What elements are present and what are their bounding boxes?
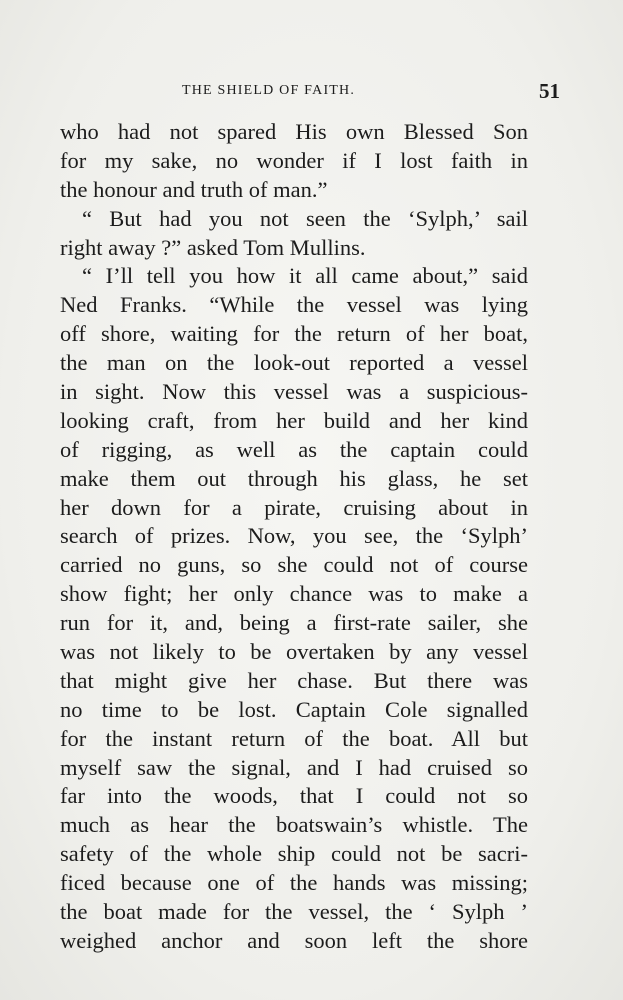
text-line: off shore, waiting for the return of her boat, [60, 321, 528, 347]
text-line: her down for a pirate, cruising about in [60, 494, 528, 520]
body-text [60, 118, 528, 956]
text-line: “ I’ll tell you how it all came about,” said [82, 263, 528, 289]
text-line: myself saw the signal, and I had cruised so [60, 754, 528, 780]
text-line: who had not spared His own Blessed Son [60, 119, 528, 144]
text-line: the honour and truth of man.” [60, 176, 328, 202]
text-line: show fight; her only chance was to make a [60, 581, 528, 607]
text-line: was not likely to be overtaken by any vessel [60, 639, 528, 665]
text-line: for my sake, no wonder if I lost faith in [60, 147, 528, 173]
text-line: make them out through his glass, he set [60, 465, 528, 491]
text-line: that might give her chase. But there was [60, 667, 528, 693]
text-line: carried no guns, so she could not of course [60, 552, 528, 578]
text-line: weighed anchor and soon left the shore [60, 927, 528, 953]
text-line: looking craft, from her build and her kind [60, 407, 528, 433]
text-line: right away ?” asked Tom Mullins. [60, 234, 366, 260]
text-line: no time to be lost. Captain Cole signalled [60, 696, 528, 722]
text-line: run for it, and, being a first-rate sailer, she [60, 610, 528, 636]
text-line: ficed because one of the hands was missing; [60, 870, 528, 896]
text-line: “ But had you not seen the ‘Sylph,’ sail [82, 205, 528, 231]
text-line: in sight. Now this vessel was a suspicious- [60, 379, 528, 405]
running-title: THE SHIELD OF FAITH. [182, 83, 356, 98]
text-line: much as hear the boatswain’s whistle. The [60, 812, 528, 838]
text-line: the man on the look-out reported a vessel [60, 350, 528, 376]
text-line: the boat made for the vessel, the ‘ Sylph ’ [60, 899, 528, 925]
text-line: for the instant return of the boat. All but [60, 725, 528, 751]
text-line: search of prizes. Now, you see, the ‘Sylph’ [60, 523, 528, 549]
page-number: 51 [539, 79, 560, 103]
running-head [60, 80, 560, 104]
text-line: far into the woods, that I could not so [60, 783, 528, 809]
text-line: of rigging, as well as the captain could [60, 436, 528, 462]
text-line: Ned Franks. “While the vessel was lying [60, 292, 528, 318]
text-line: safety of the whole ship could not be sacri- [60, 841, 528, 867]
